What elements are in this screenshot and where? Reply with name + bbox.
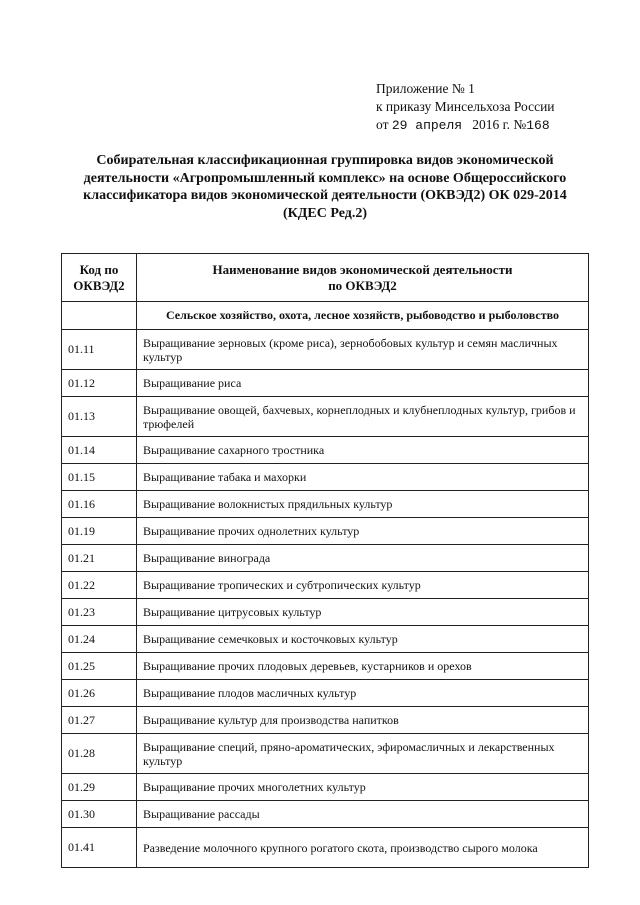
table-row [62,707,589,734]
table-row [62,330,589,370]
row-name: Выращивание сахарного тростника [137,437,589,464]
table-row [62,774,589,801]
okved-table [61,253,589,868]
row-name: Выращивание цитрусовых культур [137,599,589,626]
table-row [62,828,589,868]
row-code: 01.11 [62,330,137,370]
section-row [62,302,589,330]
appendix-date-handwritten: 29 апреля [391,118,463,133]
row-code: 01.24 [62,626,137,653]
row-code: 01.21 [62,545,137,572]
row-code: 01.22 [62,572,137,599]
table-row [62,545,589,572]
appendix-title: Приложение № 1 [376,81,475,96]
table-row [62,599,589,626]
row-code: 01.28 [62,734,137,774]
document-title [60,152,590,222]
row-name: Разведение молочного крупного рогатого скота, производство сырого молока [137,828,589,868]
row-code: 01.13 [62,397,137,437]
table-row [62,518,589,545]
row-name: Выращивание овощей, бахчевых, корнеплодных и клубнеплодных культур, грибов и трюфелей [137,397,589,437]
row-code: 01.29 [62,774,137,801]
table-row [62,437,589,464]
row-name: Выращивание культур для производства напитков [137,707,589,734]
table-row [62,626,589,653]
appendix-number-handwritten: 168 [526,118,550,133]
row-name: Выращивание зерновых (кроме риса), зернобобовых культур и семян масличных культур [137,330,589,370]
row-name: Выращивание тропических и субтропических культур [137,572,589,599]
header-name: Наименование видов экономической деятельности по ОКВЭД2 [137,254,589,302]
row-code: 01.41 [62,828,137,868]
title-line-3: классификатора видов экономической деятельности (ОКВЭД2) ОК 029-2014 [83,188,567,203]
row-code: 01.27 [62,707,137,734]
section-title: Сельское хозяйство, охота, лесное хозяйств, рыбоводство и рыболовство [137,302,589,330]
row-code: 01.19 [62,518,137,545]
table-row [62,491,589,518]
row-name: Выращивание прочих однолетних культур [137,518,589,545]
title-line-2: деятельности «Агропромышленный комплекс» на основе Общероссийского [83,170,567,186]
table-row [62,572,589,599]
table-row [62,464,589,491]
row-code: 01.25 [62,653,137,680]
header-code: Код по ОКВЭД2 [62,254,137,302]
row-name: Выращивание прочих плодовых деревьев, кустарников и орехов [137,653,589,680]
appendix-year: 2016 г. № [472,117,527,132]
appendix-date-line [376,116,555,135]
table-row [62,680,589,707]
row-name: Выращивание семечковых и косточковых культур [137,626,589,653]
row-code: 01.12 [62,370,137,397]
appendix-order-ref: к приказу Минсельхоза России [376,99,555,114]
table-header-row [62,254,589,302]
row-code: 01.30 [62,801,137,828]
row-code: 01.16 [62,491,137,518]
table-row [62,653,589,680]
table-row [62,734,589,774]
row-name: Выращивание табака и махорки [137,464,589,491]
title-line-4: (КДЕС Ред.2) [282,205,368,221]
appendix-block [376,80,555,135]
row-code: 01.14 [62,437,137,464]
row-name: Выращивание винограда [137,545,589,572]
row-name: Выращивание специй, пряно-ароматических, эфиромасличных и лекарственных культур [137,734,589,774]
row-name: Выращивание рассады [137,801,589,828]
row-code: 01.26 [62,680,137,707]
table-row [62,397,589,437]
row-code: 01.23 [62,599,137,626]
row-name: Выращивание прочих многолетних культур [137,774,589,801]
table-row [62,370,589,397]
appendix-date-prefix: от [376,117,389,132]
table-row [62,801,589,828]
row-name: Выращивание риса [137,370,589,397]
row-name: Выращивание плодов масличных культур [137,680,589,707]
row-code: 01.15 [62,464,137,491]
row-name: Выращивание волокнистых прядильных культур [137,491,589,518]
title-line-1: Собирательная классификационная группировка видов экономической [96,153,554,168]
